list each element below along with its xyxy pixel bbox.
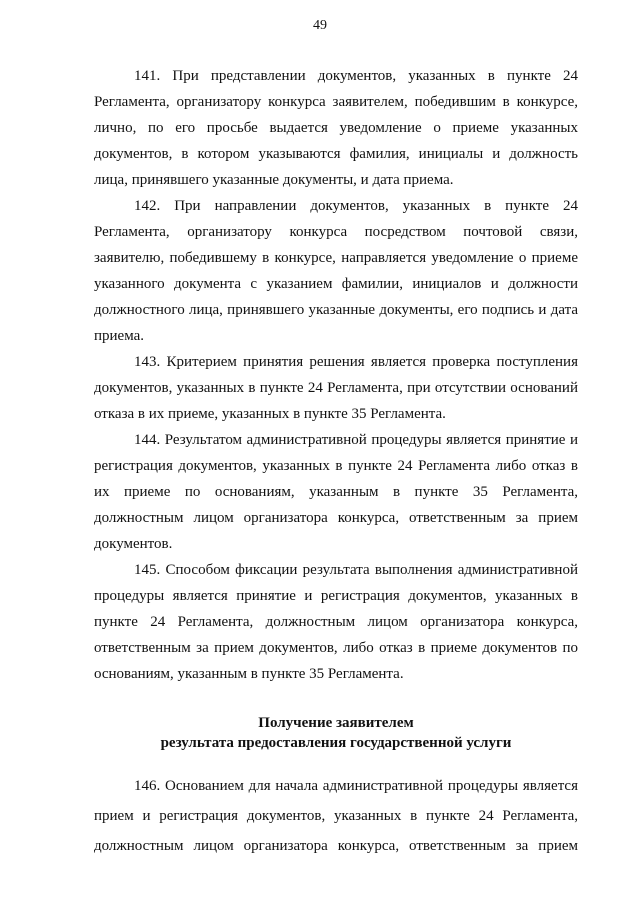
section-heading-line-2: результата предоставления государственной услуги bbox=[160, 735, 512, 751]
paragraph-146: 146. Основанием для начала административной процедуры является прием и регистрация документов, указанных в пункте 24 Регламента, должностным лицом организатора конкурса, ответственным за прием bbox=[94, 778, 578, 854]
section-heading-line-1: Получение заявителем bbox=[258, 715, 414, 731]
paragraph-145: 145. Способом фиксации результата выполнения административной процедуры является принятие и регистрация документов, указанных в пункте 24 Регламента, должностным лицом организатора конкурса, ответственным за прием документов, либо отказ в приеме документов по основаниям, указанным в пункте 35 Регламента. bbox=[94, 562, 578, 682]
paragraph-143: 143. Критерием принятия решения является проверка поступления документов, указанных в пункте 24 Регламента, при отсутствии оснований отказа в их приеме, указанных в пункте 35 Регламента. bbox=[94, 354, 578, 422]
section-heading bbox=[94, 713, 578, 753]
paragraph-142: 142. При направлении документов, указанных в пункте 24 Регламента, организатору конкурса посредством почтовой связи, заявителю, победившему в конкурсе, направляется уведомление о приеме указанного документа с указанием фамилии, инициалов и должности должностного лица, принявшего указанные документы, его подпись и дата приема. bbox=[94, 198, 578, 344]
paragraph-144: 144. Результатом административной процедуры является принятие и регистрация документов, указанных в пункте 24 Регламента либо отказ в их приеме по основаниям, указанным в пункте 35 Регламента, должностным лицом организатора конкурса, ответственным за прием документов. bbox=[94, 432, 578, 552]
page-number: 49 bbox=[313, 18, 327, 33]
paragraph-141: 141. При представлении документов, указанных в пункте 24 Регламента, организатору конкурса заявителем, победившим в конкурсе, лично, по его просьбе выдается уведомление о приеме указанных документов, в котором указываются фамилия, инициалы и должность лица, принявшего указанные документы, и дата приема. bbox=[94, 68, 578, 188]
page-body bbox=[94, 63, 578, 861]
